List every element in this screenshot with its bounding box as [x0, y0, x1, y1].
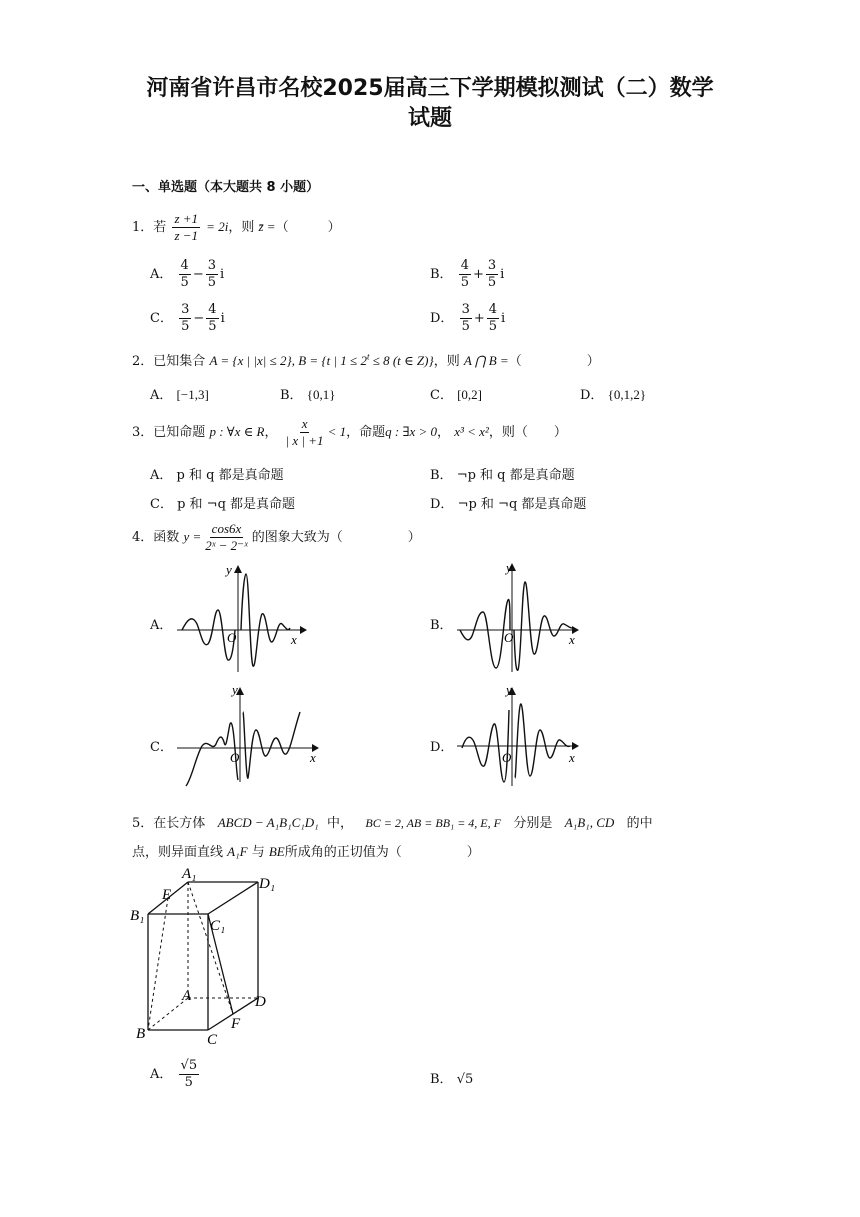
q4-graph-a[interactable]	[172, 562, 312, 680]
q2-option-a[interactable]	[150, 384, 209, 403]
option-label: D．	[580, 388, 604, 403]
equation: = 2i	[206, 219, 229, 234]
axis-label-x: x	[569, 632, 575, 647]
option-text: ¬p 和 ¬q 都是真命题	[457, 497, 587, 512]
fraction-denominator: 2ˣ − 2⁻ˣ	[205, 538, 248, 553]
q5-option-b[interactable]	[430, 1068, 473, 1087]
option-label: B．	[430, 1072, 453, 1087]
sign: +	[472, 267, 484, 282]
origin-label: O	[502, 750, 512, 765]
set-expression: ≤ 8 (t ∈ Z)}	[369, 353, 434, 368]
vertex-e: E	[162, 887, 172, 903]
fraction-numerator: 3	[487, 258, 497, 273]
option-text: p 和 q 都是真命题	[176, 468, 284, 483]
question-text: 的中	[626, 816, 653, 831]
vertex-c1: C₁	[210, 918, 226, 934]
q3-option-a[interactable]	[150, 464, 284, 483]
fraction-numerator: 3	[461, 302, 470, 317]
question-text: 若	[153, 220, 167, 235]
q3-option-d[interactable]	[430, 493, 586, 512]
question-number: 5．	[132, 816, 154, 831]
function-y: y =	[183, 529, 202, 544]
option-text: √5	[456, 1072, 474, 1087]
fraction-denominator: 5	[184, 1075, 193, 1090]
origin-label: O	[504, 630, 514, 645]
question-text: 在长方体	[153, 816, 206, 831]
imaginary-unit: i	[500, 267, 505, 282]
intersection-expression: A ⋂ B =	[463, 353, 509, 368]
option-text: [−1,3]	[176, 387, 209, 402]
option-label: A．	[150, 388, 173, 403]
fraction	[172, 211, 200, 244]
axis-label-x: x	[291, 632, 297, 647]
question-text: ，则	[433, 354, 460, 369]
given-conditions: BC = 2, AB = BB₁ = 4, E, F	[365, 816, 501, 830]
fraction-denominator: 5	[208, 319, 217, 334]
option-label: A．	[150, 267, 173, 282]
conjugate-z: z̄ =	[258, 219, 276, 234]
axis-label-y: y	[506, 682, 512, 697]
answer-blank: （ ）	[514, 425, 567, 440]
question-4	[132, 521, 421, 554]
option-text: p 和 ¬q 都是真命题	[177, 497, 296, 512]
option-label: C．	[150, 311, 173, 326]
section-heading: 一、单选题（本大题共 8 小题）	[132, 180, 320, 195]
imaginary-unit: i	[220, 267, 225, 282]
fraction	[179, 258, 191, 291]
fraction	[487, 302, 499, 335]
q4-option-b[interactable]: B．	[430, 618, 453, 633]
option-label: B．	[280, 388, 303, 403]
axis-label-y: y	[506, 560, 512, 575]
fraction-numerator: x	[301, 416, 308, 431]
question-text: 已知命题	[153, 425, 206, 440]
inequality: < 1	[327, 424, 347, 439]
fraction	[486, 258, 498, 291]
sign: −	[192, 267, 204, 282]
segments: A₁B₁, CD	[564, 815, 615, 830]
line-a1f: A₁F	[227, 844, 248, 859]
fraction-numerator: 4	[180, 258, 189, 273]
fraction-denominator: 5	[207, 275, 216, 290]
question-number: 1．	[132, 220, 154, 235]
answer-blank: （ ）	[275, 220, 341, 235]
vertex-b: B	[136, 1026, 146, 1042]
fraction-denominator: z −1	[174, 228, 199, 243]
axis-label-y: y	[226, 562, 232, 577]
q1-option-b[interactable]	[430, 258, 504, 291]
q2-option-b[interactable]	[280, 384, 335, 403]
fraction	[459, 258, 471, 291]
option-text: [0,2]	[457, 387, 483, 402]
option-text: ¬p 和 q 都是真命题	[456, 468, 575, 483]
option-label: B．	[430, 468, 453, 483]
fraction-numerator: 3	[181, 302, 190, 317]
vertex-f: F	[231, 1016, 241, 1032]
vertex-d1: D₁	[259, 876, 276, 892]
question-2	[132, 350, 600, 369]
q4-graph-b[interactable]	[452, 560, 592, 680]
vertex-d: D	[255, 994, 266, 1010]
question-text: 函数	[153, 530, 180, 545]
fraction-denominator: 5	[487, 275, 497, 290]
option-text: {0,1,2}	[607, 387, 647, 402]
option-label: A．	[150, 468, 173, 483]
q3-option-b[interactable]	[430, 464, 575, 483]
answer-blank: （ ）	[388, 845, 480, 860]
question-text: 所成角的正切值为	[284, 845, 389, 860]
question-3	[132, 416, 567, 449]
q4-graph-c[interactable]	[172, 682, 332, 792]
sign: −	[193, 311, 205, 326]
page-title-line1: 河南省许昌市名校2025届高三下学期模拟测试（二）数学	[146, 76, 714, 101]
question-text: 中，	[326, 816, 353, 831]
q3-option-c[interactable]	[150, 493, 295, 512]
question-1	[132, 211, 341, 244]
proposition-p: p : ∀x ∈ R	[209, 424, 265, 439]
fraction-numerator: √5	[180, 1058, 198, 1073]
vertex-b1: B₁	[130, 908, 145, 924]
q1-option-c[interactable]	[150, 302, 225, 335]
option-label: C．	[150, 497, 173, 512]
inequality: x³ < x²	[454, 424, 489, 439]
imaginary-unit: i	[220, 311, 225, 326]
q2-option-c[interactable]	[430, 384, 482, 403]
question-text: 分别是	[513, 816, 553, 831]
option-label: C．	[430, 388, 453, 403]
question-text: ，则	[488, 425, 515, 440]
q1-option-a[interactable]	[150, 258, 224, 291]
q1-option-d[interactable]	[430, 302, 505, 335]
fraction	[284, 416, 326, 449]
fraction-numerator: z +1	[174, 211, 199, 226]
q5-option-a[interactable]	[150, 1058, 201, 1091]
question-5-line2	[132, 841, 480, 860]
question-number: 3．	[132, 425, 154, 440]
fraction	[206, 302, 218, 335]
axis-label-y: y	[232, 682, 238, 697]
question-text: 点，则异面直线	[132, 845, 224, 860]
punctuation: ，	[437, 425, 451, 440]
vertex-a: A	[182, 988, 192, 1004]
answer-blank: （ ）	[329, 530, 421, 545]
option-label: A．	[150, 1067, 173, 1082]
sign: +	[473, 311, 485, 326]
fraction	[203, 521, 249, 554]
option-text: {0,1}	[306, 387, 336, 402]
fraction-numerator: 3	[207, 258, 216, 273]
fraction-denominator: | x | +1	[285, 433, 324, 448]
option-label: D．	[430, 311, 454, 326]
q4-option-a[interactable]: A．	[150, 618, 173, 633]
q4-option-c[interactable]: C．	[150, 740, 173, 755]
punctuation: ，	[264, 425, 278, 440]
fraction-denominator: 5	[460, 275, 469, 290]
exponent: t	[366, 351, 370, 362]
fraction	[460, 302, 472, 335]
question-number: 2．	[132, 354, 154, 369]
option-label: B．	[430, 267, 453, 282]
question-5-line1	[132, 812, 653, 831]
question-text: 的图象大致为	[251, 530, 330, 545]
fraction	[179, 302, 191, 335]
fraction-numerator: 4	[488, 302, 498, 317]
imaginary-unit: i	[501, 311, 506, 326]
fraction	[179, 1058, 200, 1091]
origin-label: O	[230, 750, 240, 765]
fraction-denominator: 5	[488, 319, 498, 334]
fraction-denominator: 5	[180, 275, 189, 290]
fraction-denominator: 5	[181, 319, 190, 334]
option-label: D．	[430, 497, 454, 512]
vertex-c: C	[207, 1032, 218, 1048]
fraction-numerator: 4	[460, 258, 469, 273]
question-text: ，则	[228, 220, 255, 235]
set-expression: A = {x | |x| ≤ 2}, B = {t | 1 ≤ 2	[209, 353, 367, 368]
fraction-denominator: 5	[461, 319, 470, 334]
answer-blank: （ ）	[508, 354, 600, 369]
q4-graph-d[interactable]	[452, 682, 592, 792]
question-number: 4．	[132, 530, 154, 545]
fraction	[206, 258, 218, 291]
origin-label: O	[227, 630, 237, 645]
fraction-numerator: 4	[208, 302, 217, 317]
page-title-line2: 试题	[407, 106, 452, 131]
question-text: 已知集合	[153, 354, 206, 369]
axis-label-x: x	[569, 750, 575, 765]
fraction-numerator: cos6x	[211, 521, 242, 536]
cuboid-diagram	[128, 862, 288, 1052]
q2-option-d[interactable]	[580, 384, 646, 403]
proposition-q: q : ∃x > 0	[385, 424, 438, 439]
vertex-a1: A₁	[182, 866, 197, 882]
axis-label-x: x	[310, 750, 316, 765]
solid-name: ABCD − A₁B₁C₁D₁	[217, 815, 319, 830]
q4-option-d[interactable]: D．	[430, 740, 454, 755]
question-text: ，命题	[346, 425, 386, 440]
line-be: BE	[268, 844, 285, 859]
question-text: 与	[251, 845, 265, 860]
